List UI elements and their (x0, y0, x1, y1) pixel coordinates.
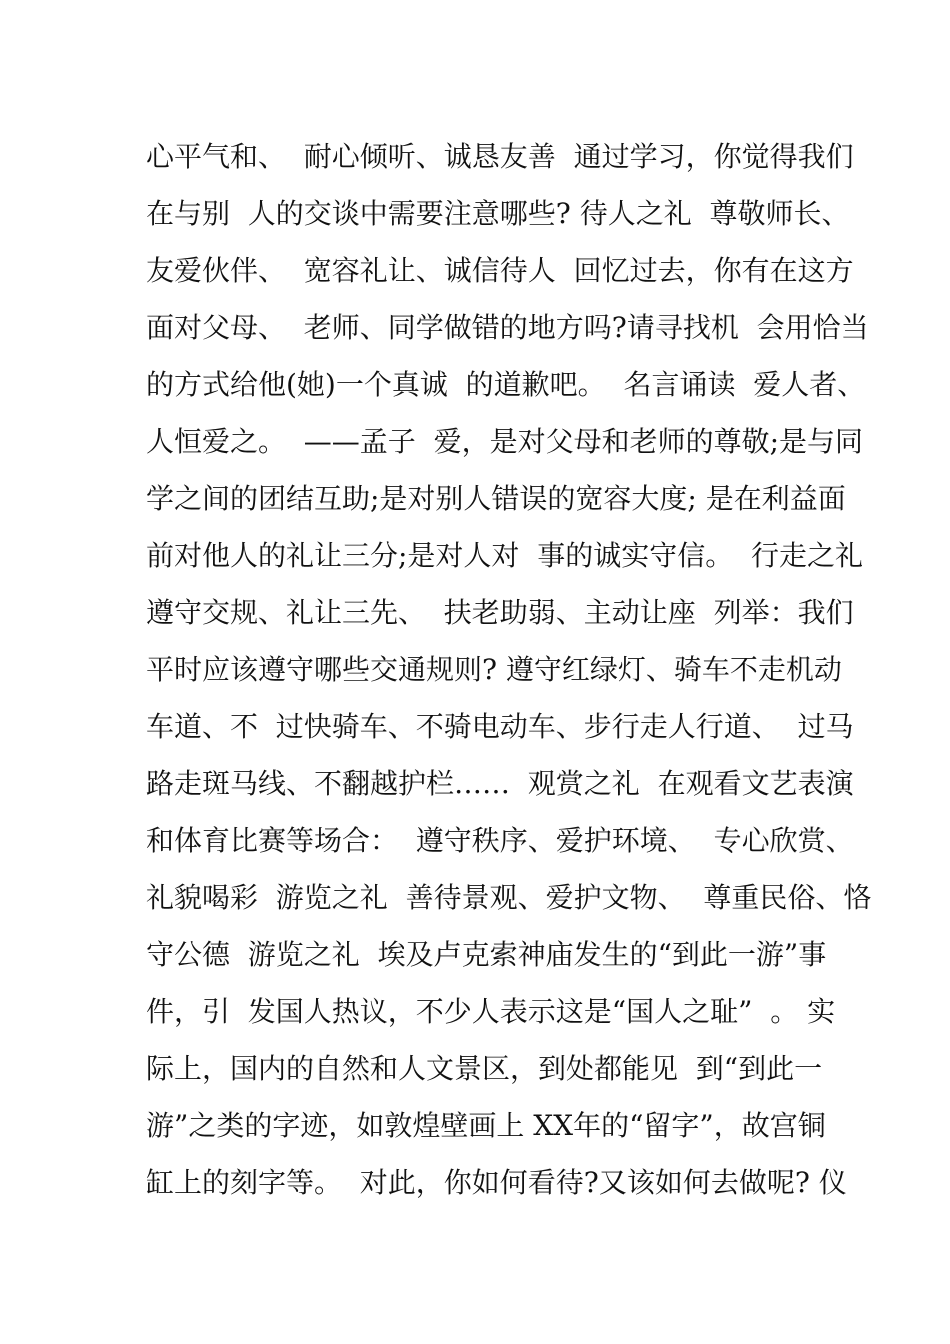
text-line: 缸上的刻字等。 对此，你如何看待?又该如何去做呢? 仪 (146, 1166, 847, 1199)
text-line: 件，引 发国人热议，不少人表示这是“国人之耻” 。 实 (146, 995, 836, 1028)
text-line: 面对父母、 老师、同学做错的地方吗?请寻找机 会用恰当 (146, 311, 869, 344)
text-line: 礼貌喝彩 游览之礼 善待景观、爱护文物、 尊重民俗、恪 (146, 881, 872, 914)
text-line: 在与别 人的交谈中需要注意哪些? 待人之礼 尊敬师长、 (146, 197, 850, 230)
body-text (146, 128, 872, 1211)
text-line: 学之间的团结互助;是对别人错误的宽容大度; 是在利益面 (146, 482, 846, 515)
text-line: 友爱伙伴、 宽容礼让、诚信待人 回忆过去，你有在这方 (146, 254, 854, 287)
text-line: 际上，国内的自然和人文景区，到处都能见 到“到此一 (146, 1052, 823, 1085)
text-line: 的方式给他(她)一个真诚 的道歉吧。 名言诵读 爱人者、 (146, 368, 866, 401)
text-line: 平时应该遵守哪些交通规则? 遵守红绿灯、骑车不走机动 (146, 653, 842, 686)
text-line: 人恒爱之。 ——孟子 爱，是对父母和老师的尊敬;是与同 (146, 425, 864, 458)
text-line: 路走斑马线、不翻越护栏…… 观赏之礼 在观看文艺表演 (146, 767, 854, 800)
text-line: 前对他人的礼让三分;是对人对 事的诚实守信。 行走之礼 (146, 539, 864, 572)
text-line: 守公德 游览之礼 埃及卢克索神庙发生的“到此一游”事 (146, 938, 827, 971)
text-line: 游”之类的字迹，如敦煌壁画上 XX年的“留字”，故宫铜 (146, 1109, 826, 1142)
text-line: 遵守交规、礼让三先、 扶老助弱、主动让座 列举：我们 (146, 596, 854, 629)
text-line: 车道、不 过快骑车、不骑电动车、步行走人行道、 过马 (146, 710, 854, 743)
text-line: 和体育比赛等场合： 遵守秩序、爱护环境、 专心欣赏、 (146, 824, 854, 857)
text-line: 心平气和、 耐心倾听、诚恳友善 通过学习，你觉得我们 (146, 140, 854, 173)
